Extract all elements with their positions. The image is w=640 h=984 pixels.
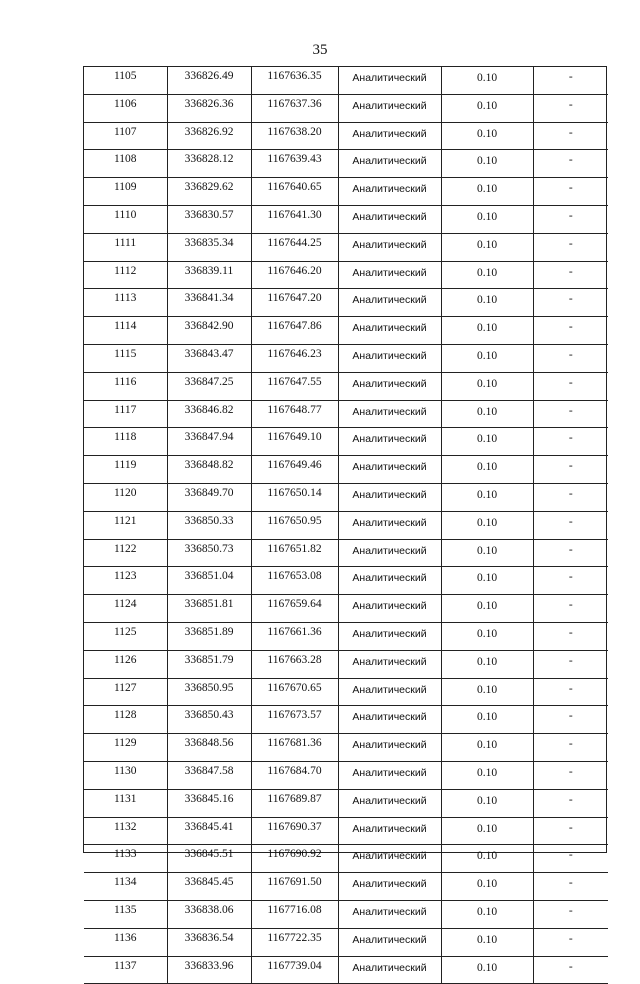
y-coordinate-cell: 1167644.25	[251, 233, 338, 261]
table-row	[84, 428, 608, 456]
point-number-cell: 1125	[84, 622, 167, 650]
point-number-cell: 1118	[84, 428, 167, 456]
x-coordinate-cell: 336843.47	[167, 344, 251, 372]
x-coordinate-cell: 336826.49	[167, 67, 251, 94]
precision-cell: 0.10	[441, 289, 533, 317]
dash-cell: -	[533, 622, 608, 650]
precision-cell: 0.10	[441, 317, 533, 345]
method-cell: Аналитический	[338, 233, 441, 261]
x-coordinate-cell: 336847.58	[167, 761, 251, 789]
table-row	[84, 289, 608, 317]
x-coordinate-cell: 336841.34	[167, 289, 251, 317]
precision-cell: 0.10	[441, 873, 533, 901]
y-coordinate-cell: 1167659.64	[251, 595, 338, 623]
point-number-cell: 1110	[84, 205, 167, 233]
coordinates-table	[84, 67, 608, 984]
method-cell: Аналитический	[338, 344, 441, 372]
point-number-cell: 1130	[84, 761, 167, 789]
point-number-cell: 1116	[84, 372, 167, 400]
precision-cell: 0.10	[441, 706, 533, 734]
precision-cell: 0.10	[441, 456, 533, 484]
table-row	[84, 483, 608, 511]
x-coordinate-cell: 336845.41	[167, 817, 251, 845]
method-cell: Аналитический	[338, 845, 441, 873]
method-cell: Аналитический	[338, 205, 441, 233]
table-body	[84, 67, 608, 984]
point-number-cell: 1131	[84, 789, 167, 817]
precision-cell: 0.10	[441, 595, 533, 623]
table-row	[84, 873, 608, 901]
x-coordinate-cell: 336845.45	[167, 873, 251, 901]
table-row	[84, 595, 608, 623]
method-cell: Аналитический	[338, 650, 441, 678]
method-cell: Аналитический	[338, 400, 441, 428]
y-coordinate-cell: 1167690.37	[251, 817, 338, 845]
table-row	[84, 734, 608, 762]
precision-cell: 0.10	[441, 622, 533, 650]
point-number-cell: 1127	[84, 678, 167, 706]
point-number-cell: 1105	[84, 67, 167, 94]
y-coordinate-cell: 1167722.35	[251, 928, 338, 956]
table-row	[84, 344, 608, 372]
point-number-cell: 1119	[84, 456, 167, 484]
dash-cell: -	[533, 317, 608, 345]
precision-cell: 0.10	[441, 845, 533, 873]
y-coordinate-cell: 1167684.70	[251, 761, 338, 789]
y-coordinate-cell: 1167689.87	[251, 789, 338, 817]
y-coordinate-cell: 1167650.95	[251, 511, 338, 539]
x-coordinate-cell: 336851.89	[167, 622, 251, 650]
method-cell: Аналитический	[338, 956, 441, 984]
point-number-cell: 1129	[84, 734, 167, 762]
precision-cell: 0.10	[441, 428, 533, 456]
x-coordinate-cell: 336842.90	[167, 317, 251, 345]
y-coordinate-cell: 1167649.10	[251, 428, 338, 456]
dash-cell: -	[533, 706, 608, 734]
x-coordinate-cell: 336826.36	[167, 94, 251, 122]
point-number-cell: 1136	[84, 928, 167, 956]
x-coordinate-cell: 336851.81	[167, 595, 251, 623]
y-coordinate-cell: 1167716.08	[251, 900, 338, 928]
x-coordinate-cell: 336830.57	[167, 205, 251, 233]
x-coordinate-cell: 336850.33	[167, 511, 251, 539]
point-number-cell: 1128	[84, 706, 167, 734]
y-coordinate-cell: 1167636.35	[251, 67, 338, 94]
y-coordinate-cell: 1167639.43	[251, 150, 338, 178]
dash-cell: -	[533, 400, 608, 428]
precision-cell: 0.10	[441, 178, 533, 206]
table-row	[84, 122, 608, 150]
x-coordinate-cell: 336850.73	[167, 539, 251, 567]
method-cell: Аналитический	[338, 94, 441, 122]
table-row	[84, 67, 608, 94]
precision-cell: 0.10	[441, 539, 533, 567]
dash-cell: -	[533, 94, 608, 122]
x-coordinate-cell: 336848.56	[167, 734, 251, 762]
method-cell: Аналитический	[338, 761, 441, 789]
y-coordinate-cell: 1167638.20	[251, 122, 338, 150]
precision-cell: 0.10	[441, 789, 533, 817]
point-number-cell: 1109	[84, 178, 167, 206]
table-row	[84, 817, 608, 845]
dash-cell: -	[533, 150, 608, 178]
method-cell: Аналитический	[338, 622, 441, 650]
x-coordinate-cell: 336851.79	[167, 650, 251, 678]
dash-cell: -	[533, 483, 608, 511]
precision-cell: 0.10	[441, 761, 533, 789]
precision-cell: 0.10	[441, 900, 533, 928]
table-row	[84, 761, 608, 789]
y-coordinate-cell: 1167647.20	[251, 289, 338, 317]
precision-cell: 0.10	[441, 205, 533, 233]
y-coordinate-cell: 1167641.30	[251, 205, 338, 233]
table-row	[84, 567, 608, 595]
dash-cell: -	[533, 956, 608, 984]
x-coordinate-cell: 336839.11	[167, 261, 251, 289]
method-cell: Аналитический	[338, 372, 441, 400]
precision-cell: 0.10	[441, 678, 533, 706]
dash-cell: -	[533, 511, 608, 539]
method-cell: Аналитический	[338, 900, 441, 928]
precision-cell: 0.10	[441, 261, 533, 289]
point-number-cell: 1135	[84, 900, 167, 928]
dash-cell: -	[533, 928, 608, 956]
point-number-cell: 1123	[84, 567, 167, 595]
precision-cell: 0.10	[441, 956, 533, 984]
point-number-cell: 1106	[84, 94, 167, 122]
method-cell: Аналитический	[338, 289, 441, 317]
y-coordinate-cell: 1167691.50	[251, 873, 338, 901]
precision-cell: 0.10	[441, 650, 533, 678]
dash-cell: -	[533, 761, 608, 789]
x-coordinate-cell: 336826.92	[167, 122, 251, 150]
method-cell: Аналитический	[338, 734, 441, 762]
method-cell: Аналитический	[338, 511, 441, 539]
method-cell: Аналитический	[338, 928, 441, 956]
dash-cell: -	[533, 178, 608, 206]
table-row	[84, 205, 608, 233]
y-coordinate-cell: 1167650.14	[251, 483, 338, 511]
method-cell: Аналитический	[338, 873, 441, 901]
precision-cell: 0.10	[441, 817, 533, 845]
y-coordinate-cell: 1167663.28	[251, 650, 338, 678]
dash-cell: -	[533, 789, 608, 817]
y-coordinate-cell: 1167649.46	[251, 456, 338, 484]
y-coordinate-cell: 1167670.65	[251, 678, 338, 706]
point-number-cell: 1134	[84, 873, 167, 901]
x-coordinate-cell: 336833.96	[167, 956, 251, 984]
precision-cell: 0.10	[441, 483, 533, 511]
method-cell: Аналитический	[338, 789, 441, 817]
y-coordinate-cell: 1167681.36	[251, 734, 338, 762]
x-coordinate-cell: 336828.12	[167, 150, 251, 178]
method-cell: Аналитический	[338, 178, 441, 206]
y-coordinate-cell: 1167690.92	[251, 845, 338, 873]
x-coordinate-cell: 336829.62	[167, 178, 251, 206]
dash-cell: -	[533, 233, 608, 261]
table-row	[84, 928, 608, 956]
table-row	[84, 539, 608, 567]
method-cell: Аналитический	[338, 150, 441, 178]
dash-cell: -	[533, 900, 608, 928]
point-number-cell: 1113	[84, 289, 167, 317]
x-coordinate-cell: 336845.51	[167, 845, 251, 873]
table-row	[84, 178, 608, 206]
precision-cell: 0.10	[441, 400, 533, 428]
x-coordinate-cell: 336847.94	[167, 428, 251, 456]
point-number-cell: 1107	[84, 122, 167, 150]
precision-cell: 0.10	[441, 372, 533, 400]
x-coordinate-cell: 336838.06	[167, 900, 251, 928]
table-row	[84, 511, 608, 539]
dash-cell: -	[533, 344, 608, 372]
method-cell: Аналитический	[338, 678, 441, 706]
precision-cell: 0.10	[441, 150, 533, 178]
dash-cell: -	[533, 845, 608, 873]
method-cell: Аналитический	[338, 317, 441, 345]
table-row	[84, 317, 608, 345]
method-cell: Аналитический	[338, 483, 441, 511]
point-number-cell: 1111	[84, 233, 167, 261]
dash-cell: -	[533, 122, 608, 150]
dash-cell: -	[533, 678, 608, 706]
table-row	[84, 456, 608, 484]
precision-cell: 0.10	[441, 94, 533, 122]
table-row	[84, 706, 608, 734]
dash-cell: -	[533, 539, 608, 567]
precision-cell: 0.10	[441, 344, 533, 372]
y-coordinate-cell: 1167648.77	[251, 400, 338, 428]
precision-cell: 0.10	[441, 928, 533, 956]
y-coordinate-cell: 1167647.55	[251, 372, 338, 400]
dash-cell: -	[533, 817, 608, 845]
table-row	[84, 956, 608, 984]
dash-cell: -	[533, 205, 608, 233]
method-cell: Аналитический	[338, 539, 441, 567]
dash-cell: -	[533, 289, 608, 317]
point-number-cell: 1133	[84, 845, 167, 873]
method-cell: Аналитический	[338, 261, 441, 289]
y-coordinate-cell: 1167646.23	[251, 344, 338, 372]
table-row	[84, 261, 608, 289]
table-row	[84, 789, 608, 817]
point-number-cell: 1126	[84, 650, 167, 678]
dash-cell: -	[533, 261, 608, 289]
x-coordinate-cell: 336849.70	[167, 483, 251, 511]
dash-cell: -	[533, 650, 608, 678]
x-coordinate-cell: 336836.54	[167, 928, 251, 956]
dash-cell: -	[533, 428, 608, 456]
y-coordinate-cell: 1167647.86	[251, 317, 338, 345]
method-cell: Аналитический	[338, 595, 441, 623]
coordinates-table-wrap	[83, 66, 607, 974]
point-number-cell: 1122	[84, 539, 167, 567]
x-coordinate-cell: 336846.82	[167, 400, 251, 428]
y-coordinate-cell: 1167739.04	[251, 956, 338, 984]
table-row	[84, 845, 608, 873]
precision-cell: 0.10	[441, 511, 533, 539]
x-coordinate-cell: 336835.34	[167, 233, 251, 261]
y-coordinate-cell: 1167673.57	[251, 706, 338, 734]
point-number-cell: 1108	[84, 150, 167, 178]
precision-cell: 0.10	[441, 233, 533, 261]
point-number-cell: 1120	[84, 483, 167, 511]
method-cell: Аналитический	[338, 67, 441, 94]
method-cell: Аналитический	[338, 706, 441, 734]
point-number-cell: 1114	[84, 317, 167, 345]
point-number-cell: 1121	[84, 511, 167, 539]
method-cell: Аналитический	[338, 428, 441, 456]
x-coordinate-cell: 336847.25	[167, 372, 251, 400]
x-coordinate-cell: 336850.43	[167, 706, 251, 734]
point-number-cell: 1137	[84, 956, 167, 984]
precision-cell: 0.10	[441, 67, 533, 94]
dash-cell: -	[533, 372, 608, 400]
point-number-cell: 1117	[84, 400, 167, 428]
dash-cell: -	[533, 456, 608, 484]
table-row	[84, 150, 608, 178]
dash-cell: -	[533, 734, 608, 762]
dash-cell: -	[533, 67, 608, 94]
table-row	[84, 650, 608, 678]
y-coordinate-cell: 1167653.08	[251, 567, 338, 595]
y-coordinate-cell: 1167640.65	[251, 178, 338, 206]
x-coordinate-cell: 336851.04	[167, 567, 251, 595]
point-number-cell: 1115	[84, 344, 167, 372]
page-number: 35	[312, 42, 328, 58]
point-number-cell: 1112	[84, 261, 167, 289]
y-coordinate-cell: 1167651.82	[251, 539, 338, 567]
method-cell: Аналитический	[338, 122, 441, 150]
table-row	[84, 233, 608, 261]
y-coordinate-cell: 1167637.36	[251, 94, 338, 122]
method-cell: Аналитический	[338, 567, 441, 595]
precision-cell: 0.10	[441, 122, 533, 150]
dash-cell: -	[533, 595, 608, 623]
y-coordinate-cell: 1167661.36	[251, 622, 338, 650]
table-row	[84, 622, 608, 650]
point-number-cell: 1124	[84, 595, 167, 623]
point-number-cell: 1132	[84, 817, 167, 845]
table-row	[84, 678, 608, 706]
table-row	[84, 94, 608, 122]
x-coordinate-cell: 336850.95	[167, 678, 251, 706]
x-coordinate-cell: 336848.82	[167, 456, 251, 484]
dash-cell: -	[533, 567, 608, 595]
table-row	[84, 372, 608, 400]
precision-cell: 0.10	[441, 567, 533, 595]
table-row	[84, 400, 608, 428]
x-coordinate-cell: 336845.16	[167, 789, 251, 817]
method-cell: Аналитический	[338, 817, 441, 845]
dash-cell: -	[533, 873, 608, 901]
precision-cell: 0.10	[441, 734, 533, 762]
y-coordinate-cell: 1167646.20	[251, 261, 338, 289]
method-cell: Аналитический	[338, 456, 441, 484]
